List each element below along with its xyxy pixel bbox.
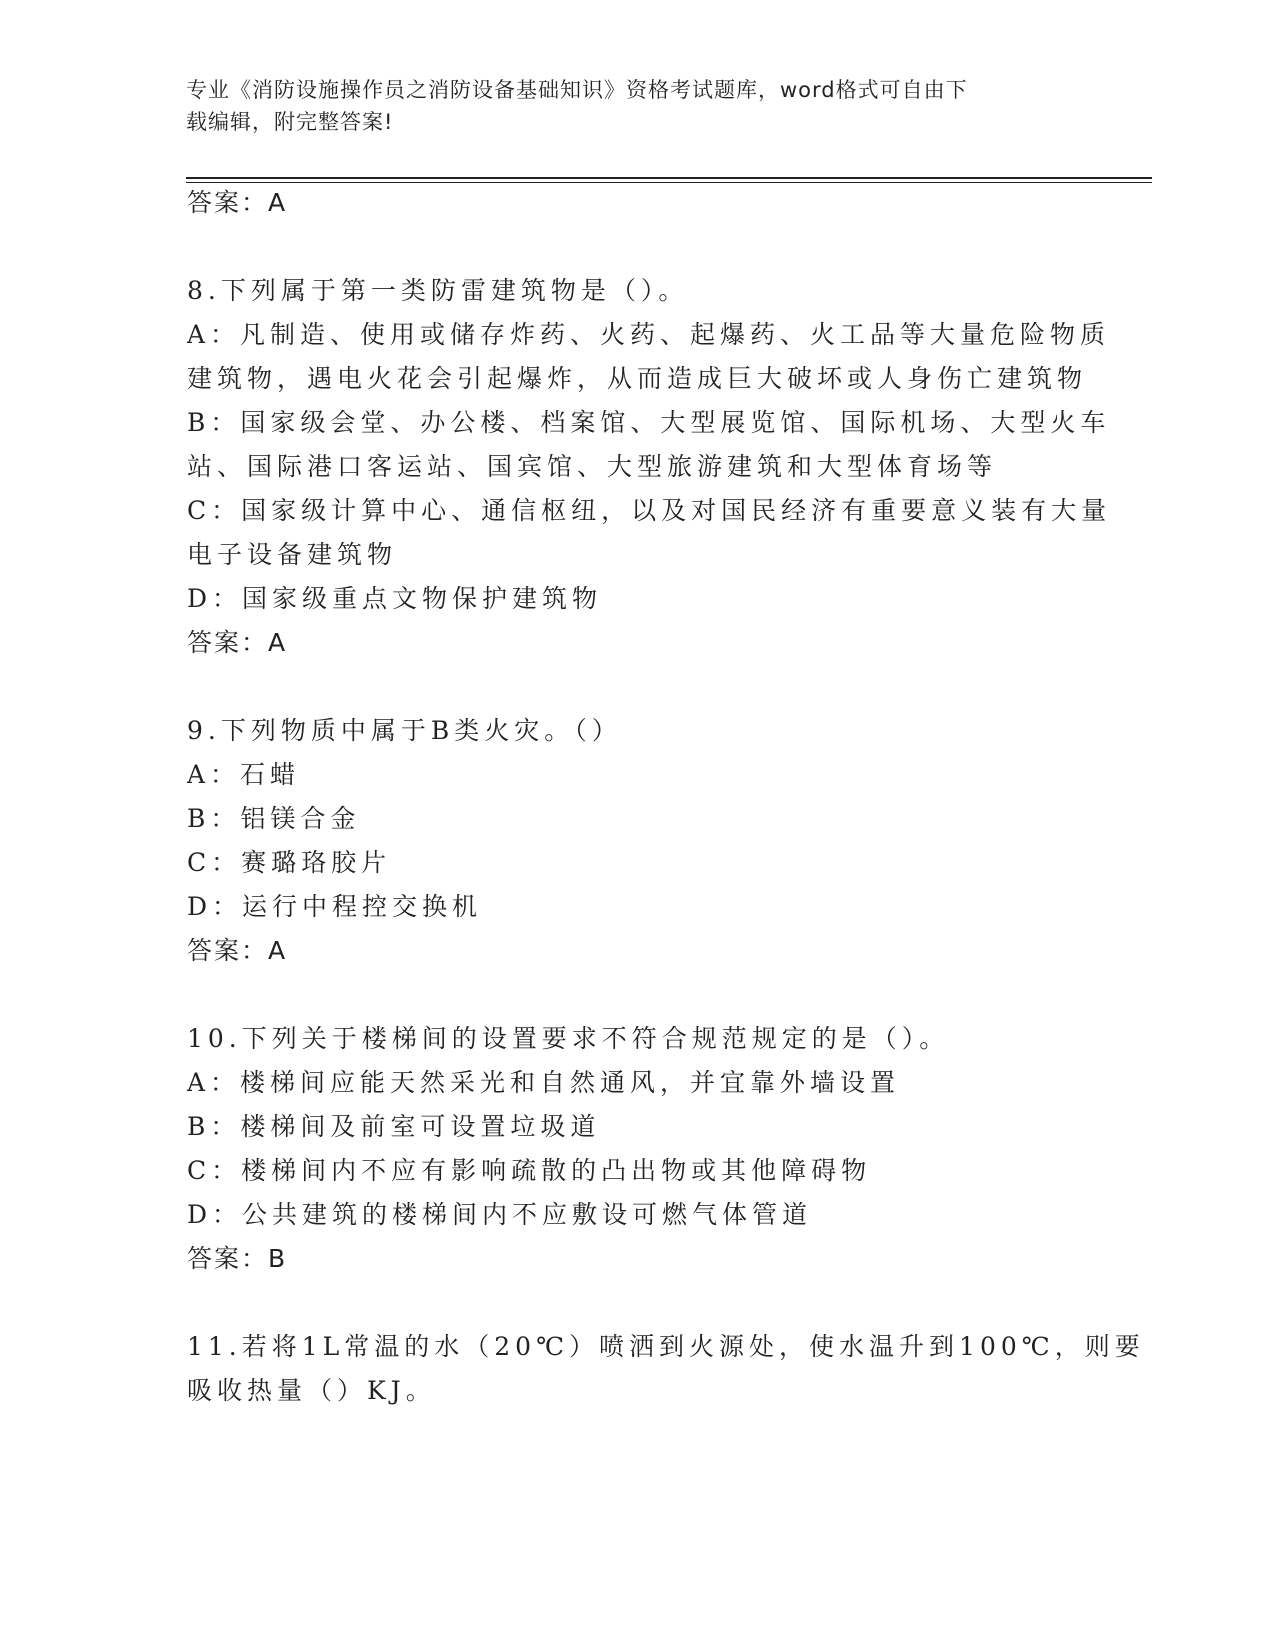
q8-option-a-line-1: A：凡制造、使用或储存炸药、火药、起爆药、火工品等大量危险物质 [187, 320, 1111, 349]
header-line-2: 载编辑，附完整答案! [186, 110, 394, 134]
header-divider-thick [186, 177, 1152, 179]
header-line-1: 专业《消防设施操作员之消防设备基础知识》资格考试题库，word格式可自由下 [186, 78, 968, 102]
q10-stem: 10.下列关于楼梯间的设置要求不符合规范规定的是（）。 [187, 1024, 950, 1053]
q10-option-c: C：楼梯间内不应有影响疏散的凸出物或其他障碍物 [187, 1156, 872, 1185]
previous-answer: 答案：A [187, 188, 288, 217]
q8-option-c-line-2: 电子设备建筑物 [187, 540, 398, 569]
q9-answer: 答案：A [187, 936, 288, 965]
q8-option-a-line-2: 建筑物，遇电火花会引起爆炸，从而造成巨大破坏或人身伤亡建筑物 [187, 364, 1088, 393]
q8-option-c-line-1: C：国家级计算中心、通信枢纽，以及对国民经济有重要意义装有大量 [187, 496, 1112, 525]
q9-option-a: A：石蜡 [187, 760, 301, 789]
q11-stem-line-1: 11.若将1L常温的水（20℃）喷洒到火源处，使水温升到100℃，则要 [187, 1332, 1145, 1361]
q9-option-b: B：铝镁合金 [187, 804, 361, 833]
q10-option-a: A：楼梯间应能天然采光和自然通风，并宜靠外墙设置 [187, 1068, 901, 1097]
q10-answer: 答案：B [187, 1244, 288, 1273]
header-divider-thin [186, 182, 1152, 183]
q9-option-c: C：赛璐珞胶片 [187, 848, 392, 877]
q8-answer: 答案：A [187, 628, 288, 657]
q9-stem: 9.下列物质中属于B类火灾。（） [187, 716, 622, 745]
q9-option-d: D：运行中程控交换机 [187, 892, 483, 921]
q8-option-b-line-2: 站、国际港口客运站、国宾馆、大型旅游建筑和大型体育场等 [187, 452, 998, 481]
q8-option-d: D：国家级重点文物保护建筑物 [187, 584, 603, 613]
q8-option-b-line-1: B：国家级会堂、办公楼、档案馆、大型展览馆、国际机场、大型火车 [187, 408, 1111, 437]
q11-stem-line-2: 吸收热量（）KJ。 [187, 1376, 436, 1405]
q8-stem: 8.下列属于第一类防雷建筑物是（）。 [187, 276, 689, 305]
q10-option-b: B：楼梯间及前室可设置垃圾道 [187, 1112, 601, 1141]
document-header [186, 74, 1076, 138]
q10-option-d: D：公共建筑的楼梯间内不应敷设可燃气体管道 [187, 1200, 813, 1229]
